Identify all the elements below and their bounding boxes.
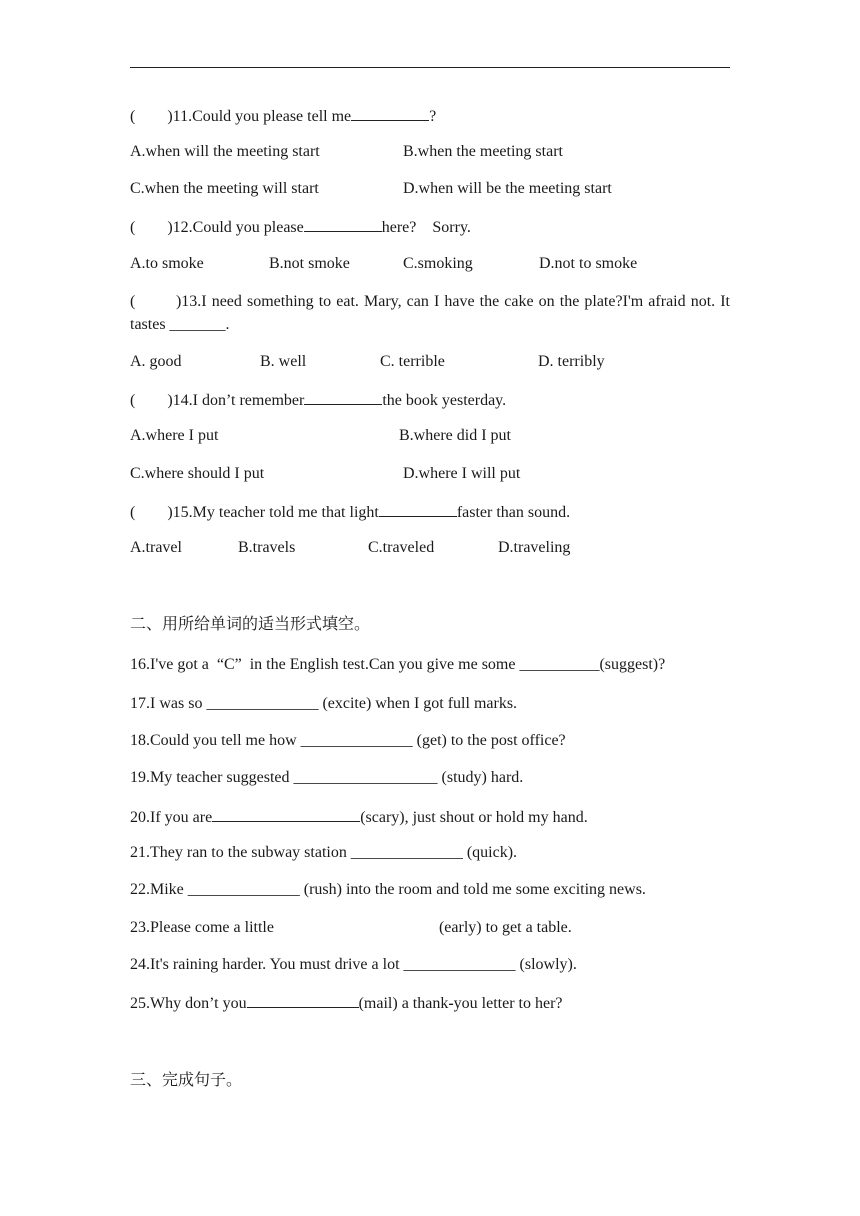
- answer-paren-close: ): [167, 504, 173, 521]
- answer-paren-open: (: [130, 293, 136, 310]
- question-text-end: faster than sound.: [456, 504, 571, 521]
- item-text-end: you letter to her?: [453, 995, 563, 1012]
- fill-item-23: [130, 918, 572, 938]
- answer-paren-open: (: [130, 504, 136, 521]
- header-rule: [130, 67, 730, 68]
- answer-blank[interactable]: [212, 806, 360, 822]
- answer-blank[interactable]: [379, 501, 457, 517]
- answer-paren-close: ): [167, 219, 173, 236]
- section-heading-2: 二、用所给单词的适当形式填空。: [130, 614, 371, 633]
- item-text-end: (scary), just shout or hold my hand.: [360, 809, 588, 826]
- question-13: [130, 290, 730, 336]
- options-row: [130, 464, 730, 484]
- option-a: A.when will the meeting start: [130, 143, 320, 160]
- option-b: B. well: [260, 353, 307, 370]
- option-c: C.when the meeting will start: [130, 180, 319, 197]
- options-row: [130, 352, 730, 372]
- question-text-end: here? Sorry.: [381, 219, 471, 236]
- options-row: [130, 538, 730, 558]
- option-d: D. terribly: [538, 353, 605, 370]
- option-d: D.not to smoke: [539, 255, 638, 272]
- item-hyphen: -: [448, 995, 454, 1012]
- question-11: [130, 105, 436, 127]
- fill-item-19: 19.My teacher suggested __________________ (study) hard.: [130, 769, 524, 786]
- answer-paren-open: (: [130, 392, 136, 409]
- fill-item-16: 16.I've got a “C” in the English test.Can you give me some __________(suggest)?: [130, 656, 666, 673]
- question-text: 15.My teacher told me that light: [172, 504, 379, 521]
- question-text: 13.I need something to eat. Mary, can I have the cake on the plate?I'm afraid not. It tastes _______.: [130, 293, 730, 333]
- fill-item-21: 21.They ran to the subway station ______________ (quick).: [130, 844, 518, 861]
- question-text-end: ?: [429, 108, 437, 125]
- options-row: [130, 179, 730, 199]
- fill-item-22: 22.Mike ______________ (rush) into the room and told me some exciting news.: [130, 881, 646, 898]
- options-row: [130, 254, 730, 274]
- answer-paren-close: ): [167, 108, 173, 125]
- option-d: D.where I will put: [403, 465, 521, 482]
- question-15: [130, 501, 570, 523]
- question-12: [130, 216, 471, 238]
- fill-item-18: 18.Could you tell me how ______________ (get) to the post office?: [130, 732, 566, 749]
- answer-blank[interactable]: [351, 105, 429, 121]
- option-b: B.travels: [238, 539, 296, 556]
- option-c: C.traveled: [368, 539, 435, 556]
- option-b: B.not smoke: [269, 255, 350, 272]
- option-b: B.when the meeting start: [403, 143, 563, 160]
- option-c: C.smoking: [403, 255, 473, 272]
- option-d: D.traveling: [498, 539, 571, 556]
- option-c: C. terrible: [380, 353, 445, 370]
- section-heading-3: 三、完成句子。: [130, 1070, 243, 1089]
- option-a: A.where I put: [130, 427, 219, 444]
- fill-item-25: [130, 992, 563, 1014]
- question-text: 14.I don’t remember: [172, 392, 305, 409]
- question-14: [130, 389, 506, 411]
- options-row: [130, 142, 730, 162]
- item-text: 25.Why don’t you: [130, 995, 247, 1012]
- answer-blank[interactable]: [304, 216, 382, 232]
- fill-item-17: 17.I was so ______________ (excite) when I got full marks.: [130, 695, 518, 712]
- option-d: D.when will be the meeting start: [403, 180, 612, 197]
- answer-paren-open: (: [130, 219, 136, 236]
- item-text: (mail) a thank: [358, 995, 449, 1012]
- answer-paren-open: (: [130, 108, 136, 125]
- question-text: 11.Could you please tell me: [172, 108, 352, 125]
- option-c: C.where should I put: [130, 465, 265, 482]
- answer-paren-close: ): [167, 392, 173, 409]
- option-a: A.travel: [130, 539, 182, 556]
- option-a: A.to smoke: [130, 255, 204, 272]
- answer-blank[interactable]: [304, 389, 382, 405]
- options-row: [130, 426, 730, 446]
- item-text: 23.Please come a little: [130, 919, 274, 936]
- fill-item-20: [130, 806, 588, 828]
- item-text: 20.If you are: [130, 809, 213, 826]
- item-text-end: (early) to get a table.: [438, 919, 572, 936]
- question-text: 12.Could you please: [172, 219, 304, 236]
- fill-item-24: 24.It's raining harder. You must drive a lot ______________ (slowly).: [130, 956, 577, 973]
- question-text-end: the book yesterday.: [382, 392, 507, 409]
- answer-paren-close: ): [175, 293, 182, 310]
- option-a: A. good: [130, 353, 182, 370]
- answer-blank[interactable]: [247, 992, 359, 1008]
- option-b: B.where did I put: [399, 427, 511, 444]
